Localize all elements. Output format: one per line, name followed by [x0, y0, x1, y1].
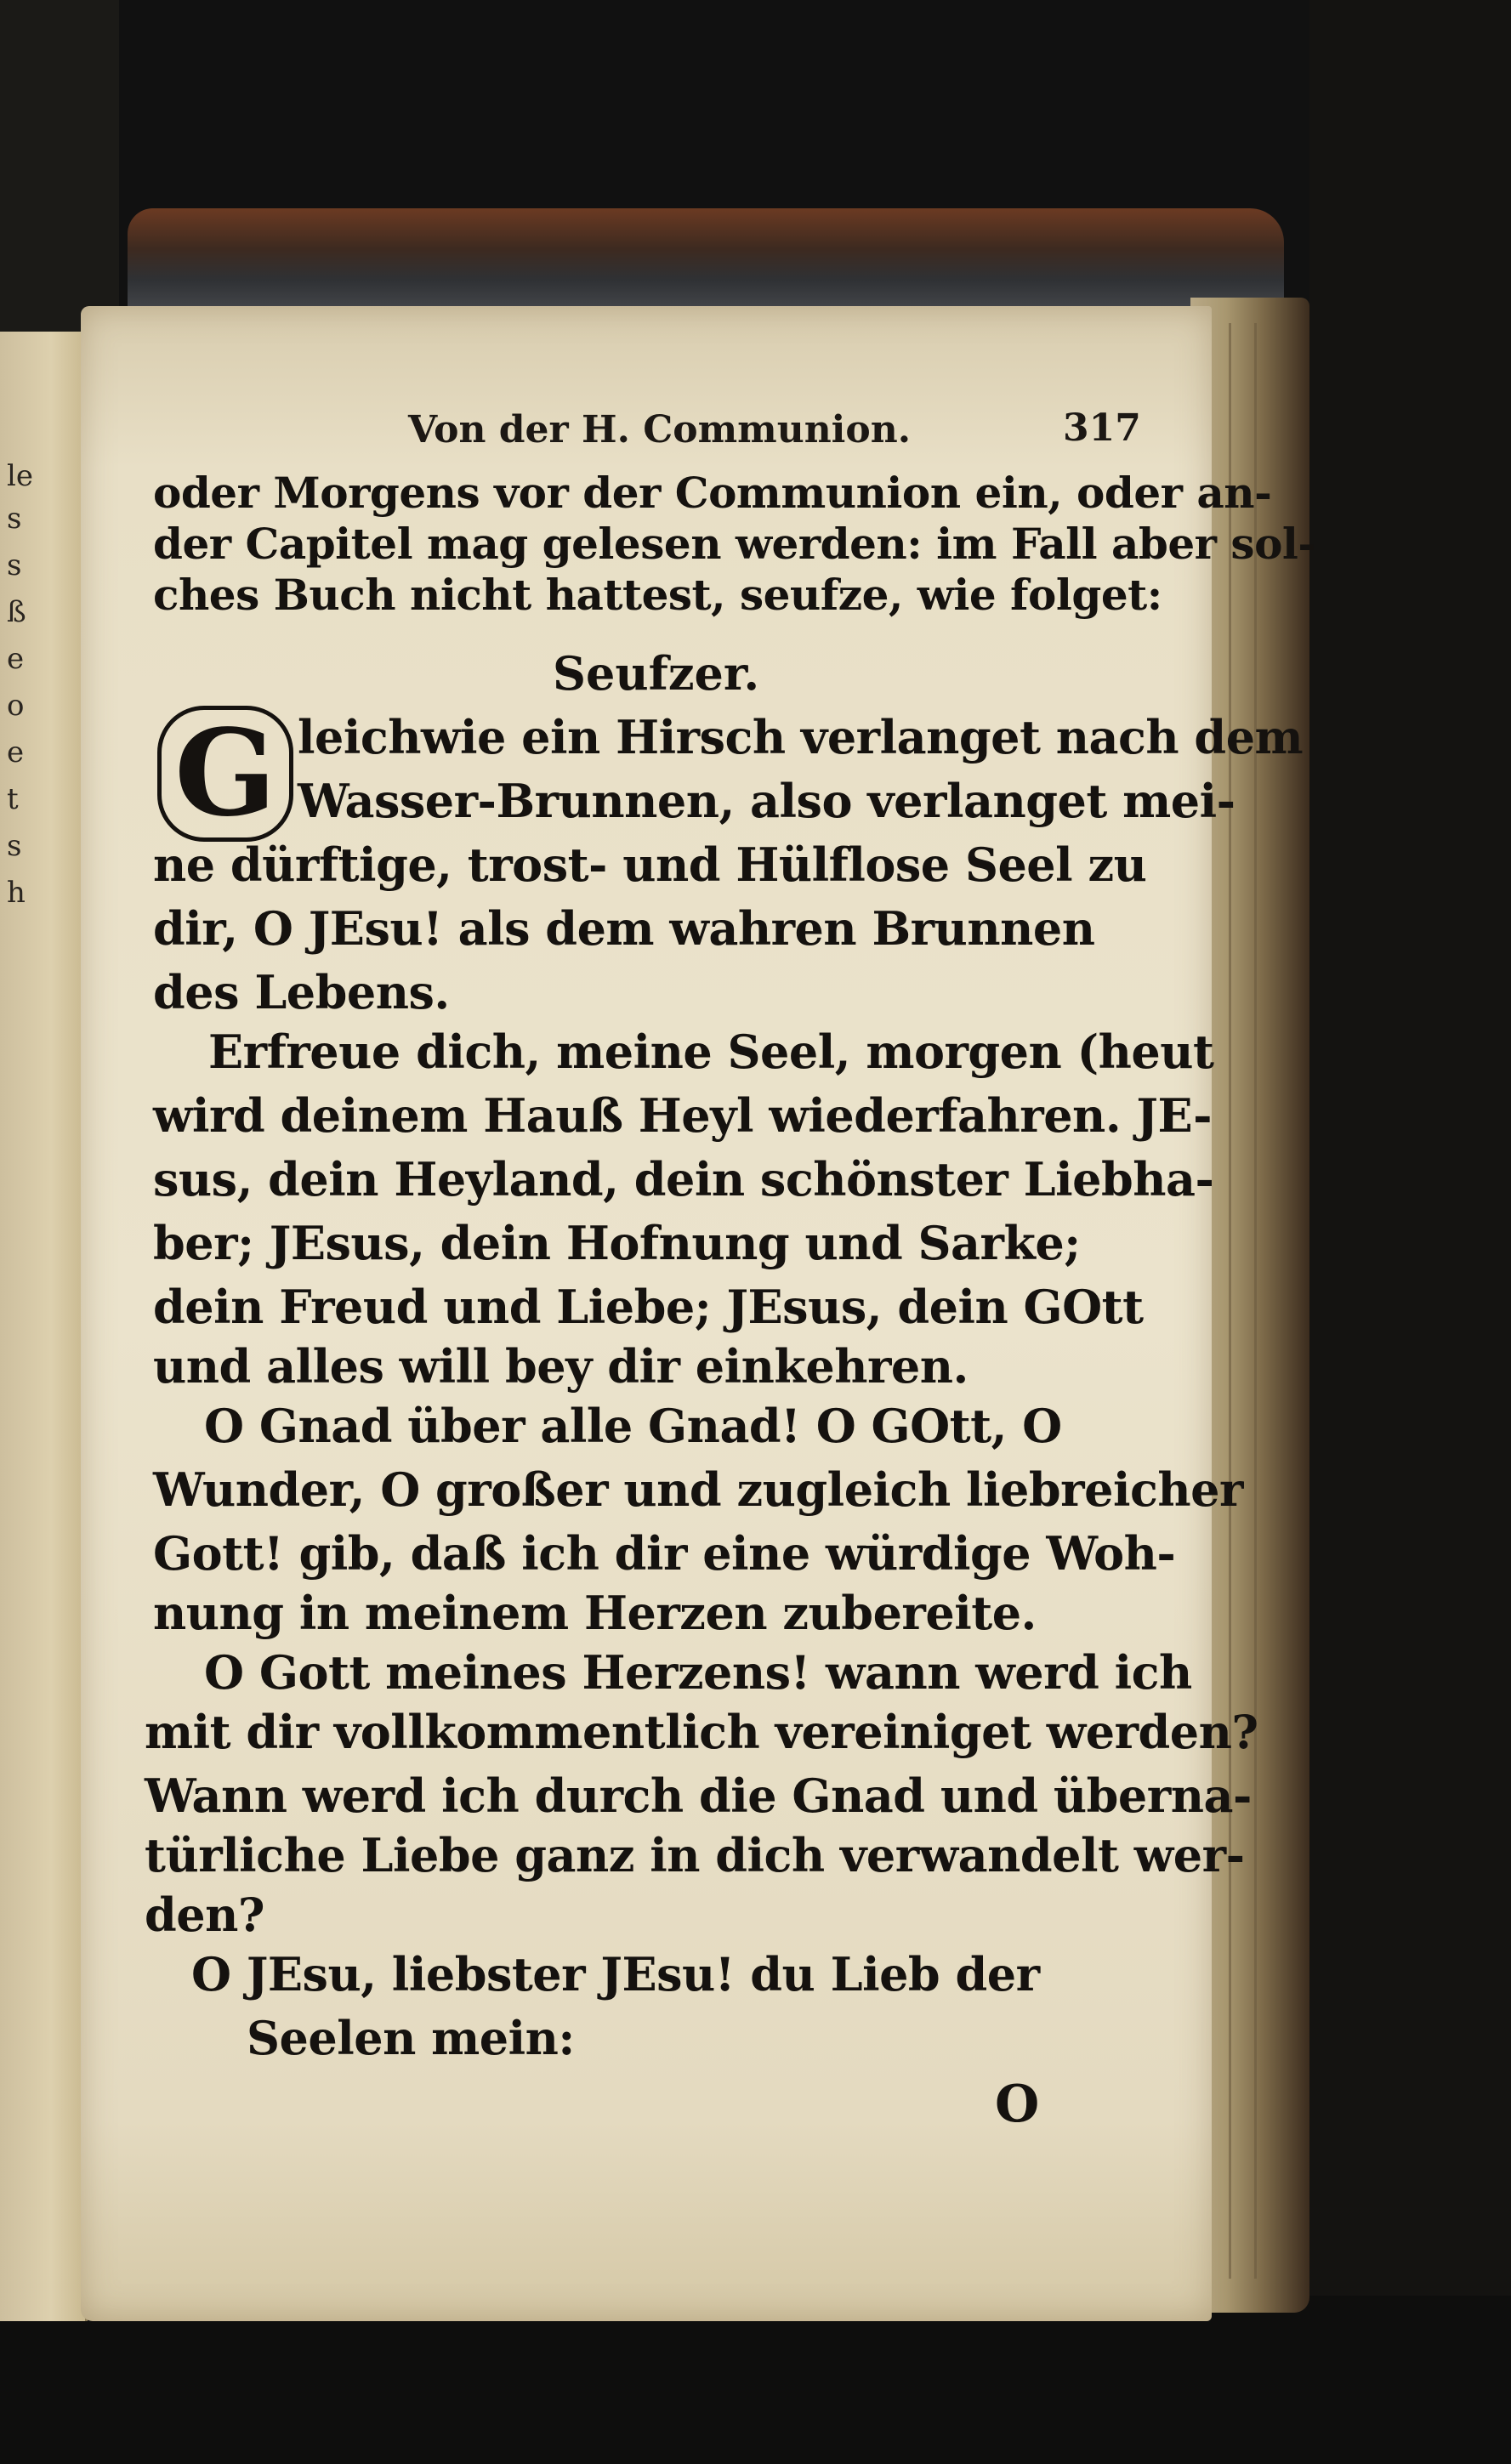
text-line: und alles will bey dir einkehren.: [153, 1339, 969, 1394]
left-page-fragment: s: [7, 548, 22, 582]
text-line: nung in meinem Herzen zubereite.: [153, 1586, 1037, 1640]
text-line: des Lebens.: [153, 965, 450, 1019]
text-line: dein Freud und Liebe; JEsus, dein GOtt: [153, 1280, 1144, 1334]
text-line: O Gnad über alle Gnad! O GOtt, O: [204, 1399, 1062, 1453]
text-line: der Capitel mag gelesen werden: im Fall aber sol-: [153, 519, 1315, 569]
book-cover-top: [128, 208, 1284, 310]
text-line: leichwie ein Hirsch verlanget nach dem: [298, 710, 1304, 764]
text-line: ne dürftige, trost- und Hülflose Seel zu: [153, 837, 1147, 892]
decorated-initial: [157, 706, 293, 842]
text-line: O Gott meines Herzens! wann werd ich: [204, 1645, 1192, 1700]
page-number: 317: [1063, 406, 1141, 450]
catchword: O: [995, 2075, 1040, 2134]
left-page-fragment: o: [7, 689, 25, 723]
verse-line: Seelen mein:: [247, 2011, 575, 2065]
text-line: türliche Liebe ganz in dich verwandelt wer-: [145, 1828, 1245, 1882]
text-line: mit dir vollkommentlich vereiniget werden?: [145, 1705, 1258, 1759]
left-page-fragment: s: [7, 502, 22, 536]
left-page-fragment: s: [7, 829, 22, 863]
left-page-fragment: e: [7, 735, 25, 769]
background-right: [1309, 0, 1511, 2464]
left-page-fragment: le: [7, 459, 33, 493]
left-facing-page: [0, 332, 88, 2321]
text-line: den?: [145, 1888, 265, 1942]
page-edge-line: [1229, 323, 1231, 2279]
text-line: Wann werd ich durch die Gnad und überna-: [145, 1769, 1252, 1823]
text-line: Erfreue dich, meine Seel, morgen (heut: [208, 1025, 1214, 1079]
page-edge-line: [1254, 323, 1257, 2279]
left-page-fragment: ß: [7, 595, 26, 629]
left-page-fragment: e: [7, 642, 25, 676]
initial-letter: G: [174, 704, 276, 843]
text-line: wird deinem Hauß Heyl wiederfahren. JE-: [153, 1088, 1213, 1143]
text-line: sus, dein Heyland, dein schönster Liebha-: [153, 1152, 1214, 1206]
text-line: ber; JEsus, dein Hofnung und Sarke;: [153, 1216, 1081, 1270]
text-line: dir, O JEsu! als dem wahren Brunnen: [153, 901, 1095, 956]
text-line: Wasser-Brunnen, also verlanget mei-: [298, 774, 1235, 828]
text-line: ches Buch nicht hattest, seufze, wie folget:: [153, 570, 1162, 620]
text-line: Gott! gib, daß ich dir eine würdige Woh-: [153, 1526, 1176, 1581]
text-line: Wunder, O großer und zugleich liebreicher: [153, 1462, 1243, 1517]
text-line: oder Morgens vor der Communion ein, oder an-: [153, 468, 1272, 518]
section-heading: Seufzer.: [553, 646, 760, 701]
left-page-fragment: h: [7, 876, 26, 910]
running-head: Von der H. Communion.: [408, 408, 912, 451]
left-page-fragment: t: [7, 782, 19, 816]
verse-line: O JEsu, liebster JEsu! du Lieb der: [191, 1947, 1040, 2001]
